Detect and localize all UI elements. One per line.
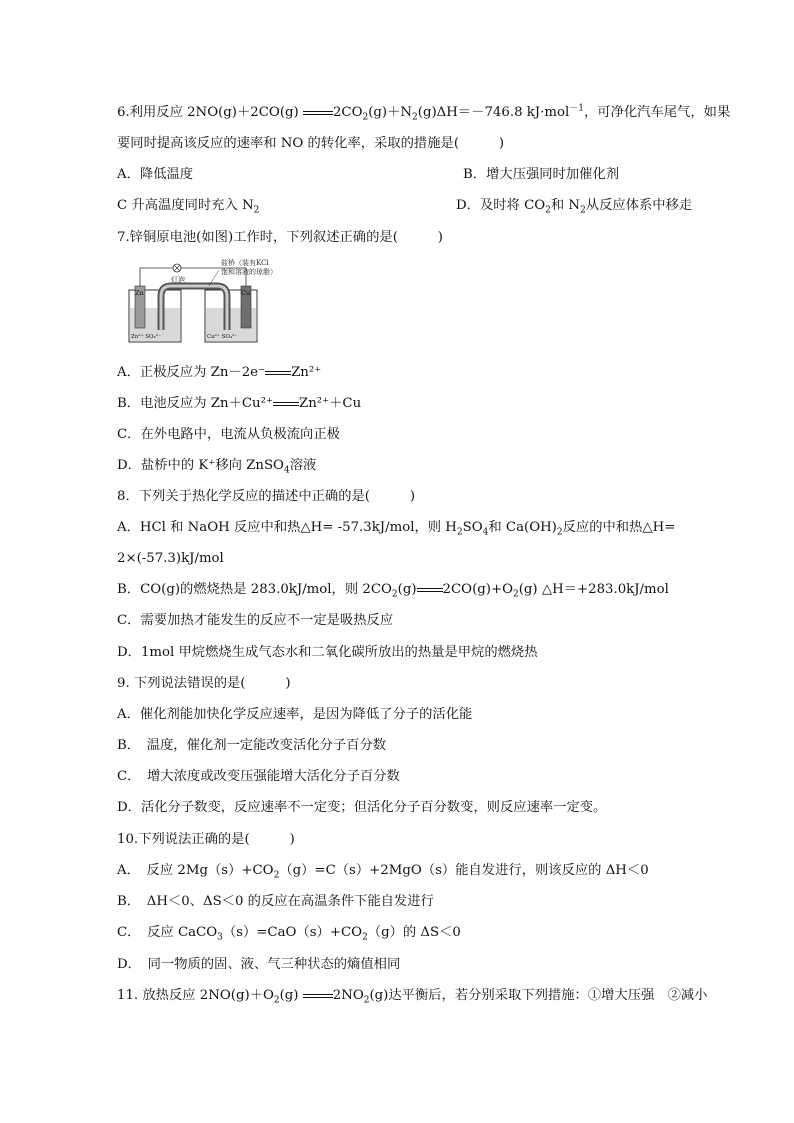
- q8-text: A．HCl 和 NaOH 反应中和热△H= -57.3kJ/mol，则 H: [117, 520, 457, 535]
- q7-option-c: C．在外电路中，电流从负极流向正极: [117, 427, 340, 442]
- subscript: 2: [362, 932, 368, 943]
- q8-text: B．CO(g)的燃烧热是 283.0kJ/mol，则 2CO: [117, 582, 392, 597]
- q7-option-a: [117, 364, 321, 382]
- zn-label: Zn: [135, 289, 144, 297]
- subscript: 2: [412, 112, 418, 123]
- q10-text: A． 反应 2Mg（s）+CO: [117, 863, 274, 878]
- q6-text: 6.利用反应 2NO(g)＋2CO(g): [117, 105, 303, 120]
- q9-option-c: C． 增大浓度或改变压强能增大活化分子百分数: [117, 769, 400, 784]
- q6-text: (g)ΔH＝－746.8 kJ·mol: [417, 105, 570, 120]
- q11-text: 11. 放热反应 2NO(g)＋O: [117, 988, 274, 1003]
- q7-text: Zn²⁺＋Cu: [298, 396, 362, 411]
- q7-text: D．盐桥中的 K⁺移向 ZnSO: [117, 458, 284, 473]
- q6-line-2: 要同时提高该反应的速率和 NO 的转化率，采取的措施是( ): [117, 136, 505, 151]
- subscript: 2: [253, 205, 260, 216]
- q6-text: 和 N: [550, 198, 581, 213]
- subscript: 2: [580, 205, 586, 216]
- subscript: 2: [545, 205, 551, 216]
- q6-text: 从反应体系中移走: [585, 198, 693, 213]
- subscript: 2: [363, 995, 370, 1006]
- q11-text: 2NO: [332, 988, 364, 1003]
- subscript: 3: [217, 932, 223, 943]
- q10-text: C． 反应 CaCO: [117, 925, 218, 940]
- q6-line-1: [117, 104, 730, 122]
- right-solution-label: Cu²⁺ SO₄²⁻: [207, 334, 238, 340]
- q9-stem: 9. 下列说法错误的是( ): [117, 676, 291, 691]
- equilibrium-arrow-icon: [303, 109, 333, 117]
- q7-option-b: [117, 395, 361, 413]
- q10-option-b: B． ΔH＜0、ΔS＜0 的反应在高温条件下能自发进行: [117, 894, 434, 909]
- subscript: 2: [456, 527, 463, 538]
- q6-text: ，可净化汽车尾气，如果: [583, 105, 731, 120]
- q9-option-d: D．活化分子数变，反应速率不一定变；但活化分子百分数变，则反应速率一定变。: [117, 800, 607, 815]
- subscript: 2: [273, 995, 280, 1006]
- q6-option-a: A．降低温度: [117, 167, 194, 182]
- q11-text: (g): [279, 988, 303, 1003]
- q6-text: (g)＋N: [368, 105, 413, 120]
- bridge-label-1: 盐桥（装有KCl: [221, 259, 269, 267]
- q10-option-d: D． 同一物质的固、液、气三种状态的熵值相同: [117, 957, 401, 972]
- subscript: 2: [556, 527, 563, 538]
- q7-stem: 7.锌铜原电池(如图)工作时，下列叙述正确的是( ): [117, 230, 443, 245]
- q6-option-c: [117, 197, 259, 215]
- lamp-label: 灯泡: [171, 276, 185, 284]
- equals-sign-icon: [417, 587, 443, 593]
- subscript: 4: [482, 527, 489, 538]
- q8-stem: 8．下列关于热化学反应的描述中正确的是( ): [117, 489, 416, 504]
- subscript: 2: [362, 112, 369, 123]
- bridge-label-2: 饱和溶液的琼脂）: [221, 268, 277, 276]
- q7-text: Zn²⁺: [291, 365, 322, 380]
- q8-text: SO: [462, 520, 483, 535]
- q7-text: A．正极反应为 Zn－2e⁻: [117, 365, 266, 380]
- subscript: 2: [513, 589, 519, 600]
- q6-text: C 升高温度同时充入 N: [117, 198, 254, 213]
- q8-option-c: C．需要加热才能发生的反应不一定是吸热反应: [117, 613, 394, 628]
- equals-sign-icon: [273, 401, 299, 407]
- q8-text: 和 Ca(OH): [488, 520, 557, 535]
- q6-option-b: B．增大压强同时加催化剂: [463, 167, 620, 182]
- q8-option-b: [117, 581, 669, 599]
- q11-text: (g)达平衡后，若分别采取下列措施：①增大压强 ②减小: [369, 988, 708, 1003]
- subscript: 2: [273, 870, 280, 881]
- q6-option-d: [456, 197, 692, 215]
- left-solution-label: Zn²⁺ SO₄²⁻: [131, 334, 161, 340]
- q9-option-b: B． 温度，催化剂一定能改变活化分子百分数: [117, 738, 387, 753]
- q10-text: （g）的 ΔS＜0: [367, 925, 461, 940]
- q7-text: B．电池反应为 Zn＋Cu²⁺: [117, 396, 273, 411]
- subscript: 2: [391, 589, 398, 600]
- q8-option-a-line2: 2×(-57.3)kJ/mol: [117, 551, 224, 566]
- q8-option-d: D．1mol 甲烷燃烧生成气态水和二氧化碳所放出的热量是甲烷的燃烧热: [117, 645, 538, 660]
- superscript: －1: [569, 103, 584, 114]
- q10-text: （s）=CaO（s）+CO: [222, 925, 363, 940]
- q10-text: （g）=C（s）+2MgO（s）能自发进行，则该反应的 ΔH＜0: [279, 863, 649, 878]
- q9-option-a: A．催化剂能加快化学反应速率，是因为降低了分子的活化能: [117, 707, 473, 722]
- q8-text: (g): [397, 582, 417, 597]
- q11-stem: [117, 987, 707, 1005]
- q7-option-d: [117, 457, 316, 475]
- q6-text: D．及时将 CO: [456, 198, 546, 213]
- q10-option-c: [117, 924, 461, 942]
- q10-option-a: [117, 862, 649, 880]
- q8-option-a: [117, 519, 675, 537]
- equals-sign-icon: [265, 370, 291, 376]
- q10-stem: 10.下列说法正确的是( ): [117, 832, 295, 847]
- q7-text: 溶液: [289, 458, 317, 473]
- equilibrium-arrow-icon: [303, 992, 333, 1000]
- q8-text: 2CO(g)+O: [442, 582, 513, 597]
- q6-text: 2CO: [332, 105, 363, 120]
- q8-text: 反应的中和热△H=: [562, 520, 676, 535]
- cu-label: Cu: [241, 289, 251, 297]
- subscript: 4: [283, 465, 290, 476]
- galvanic-cell-figure: [125, 258, 305, 344]
- q8-text: (g) △H＝+283.0kJ/mol: [518, 582, 669, 597]
